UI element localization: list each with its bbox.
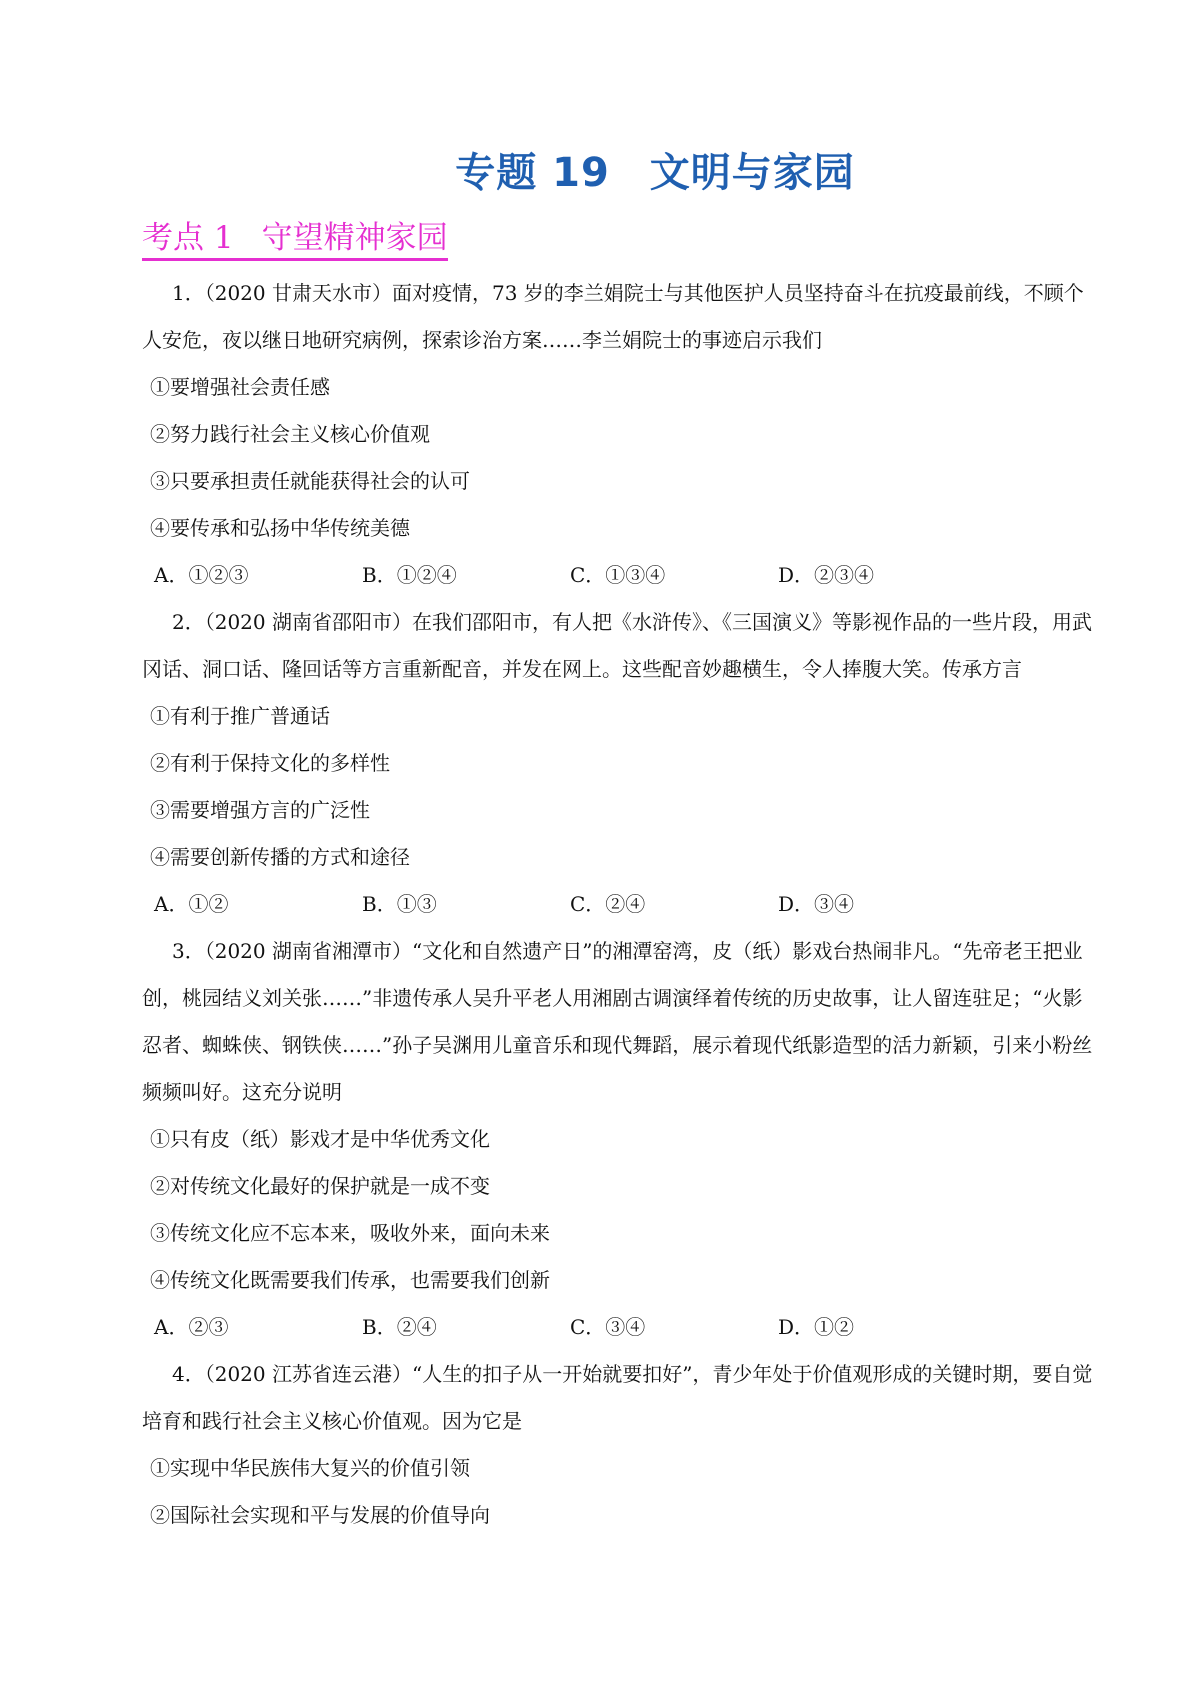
answer-choice-c: C．③④ — [570, 1315, 646, 1339]
question-option: ②对传统文化最好的保护就是一成不变 — [150, 1174, 490, 1198]
question-list — [142, 270, 1102, 1539]
title-topic-number: 专题 19 — [455, 150, 610, 196]
answer-choice-c: C．②④ — [570, 892, 646, 916]
question-option: ①实现中华民族伟大复兴的价值引领 — [150, 1456, 470, 1480]
question-option: ③需要增强方言的广泛性 — [150, 798, 370, 822]
answer-choice-b: B．①②④ — [362, 563, 457, 587]
question-3 — [142, 928, 1102, 1351]
question-2 — [142, 599, 1102, 928]
answer-choices — [142, 881, 1102, 928]
page-title — [0, 148, 1200, 198]
answer-choice-c: C．①③④ — [570, 563, 666, 587]
question-option: ④传统文化既需要我们传承，也需要我们创新 — [150, 1268, 550, 1292]
question-stem: 3．（2020 湖南省湘潭市）“文化和自然遗产日”的湘潭窑湾，皮（纸）影戏台热闹非凡。“先帝老王把业创，桃园结义刘关张……”非遗传承人吴升平老人用湘剧古调演绎着传统的历史故事，让人留连驻足；“火影忍者、蜘蛛侠、钢铁侠……”孙子吴渊用儿童音乐和现代舞蹈，展示着现代纸影造型的活力新颖，引来小粉丝频频叫好。这充分说明 — [142, 939, 1093, 1104]
section-heading — [142, 218, 448, 261]
question-option: ③传统文化应不忘本来，吸收外来，面向未来 — [150, 1221, 550, 1245]
question-stem: 1．（2020 甘肃天水市）面对疫情，73 岁的李兰娟院士与其他医护人员坚持奋斗在抗疫最前线，不顾个人安危，夜以继日地研究病例，探索诊治方案……李兰娟院士的事迹启示我们 — [142, 281, 1084, 352]
question-option: ②努力践行社会主义核心价值观 — [150, 422, 430, 446]
answer-choices — [142, 552, 1102, 599]
question-option: ①有利于推广普通话 — [150, 704, 330, 728]
answer-choice-a: A．①② — [154, 892, 229, 916]
answer-choice-d: D．①② — [778, 1315, 855, 1339]
question-option: ②国际社会实现和平与发展的价值导向 — [150, 1503, 490, 1527]
question-option: ④要传承和弘扬中华传统美德 — [150, 516, 410, 540]
question-option: ④需要创新传播的方式和途径 — [150, 845, 410, 869]
question-4 — [142, 1351, 1102, 1539]
section-number: 考点 1 — [142, 220, 234, 256]
question-1 — [142, 270, 1102, 599]
answer-choice-a: A．②③ — [154, 1315, 229, 1339]
answer-choices — [142, 1304, 1102, 1351]
answer-choice-b: B．①③ — [362, 892, 437, 916]
question-stem: 4．（2020 江苏省连云港）“人生的扣子从一开始就要扣好”，青少年处于价值观形成的关键时期，要自觉培育和践行社会主义核心价值观。因为它是 — [142, 1362, 1093, 1433]
answer-choice-b: B．②④ — [362, 1315, 437, 1339]
answer-choice-d: D．②③④ — [778, 563, 875, 587]
question-option: ①只有皮（纸）影戏才是中华优秀文化 — [150, 1127, 490, 1151]
section-name: 守望精神家园 — [261, 220, 448, 256]
answer-choice-a: A．①②③ — [154, 563, 249, 587]
title-topic-name: 文明与家园 — [649, 150, 855, 196]
question-stem: 2．（2020 湖南省邵阳市）在我们邵阳市，有人把《水浒传》、《三国演义》等影视作品的一些片段，用武冈话、洞口话、隆回话等方言重新配音，并发在网上。这些配音妙趣横生，令人捧腹大笑。传承方言 — [142, 610, 1092, 681]
question-option: ②有利于保持文化的多样性 — [150, 751, 390, 775]
question-option: ③只要承担责任就能获得社会的认可 — [150, 469, 470, 493]
question-option: ①要增强社会责任感 — [150, 375, 330, 399]
answer-choice-d: D．③④ — [778, 892, 855, 916]
